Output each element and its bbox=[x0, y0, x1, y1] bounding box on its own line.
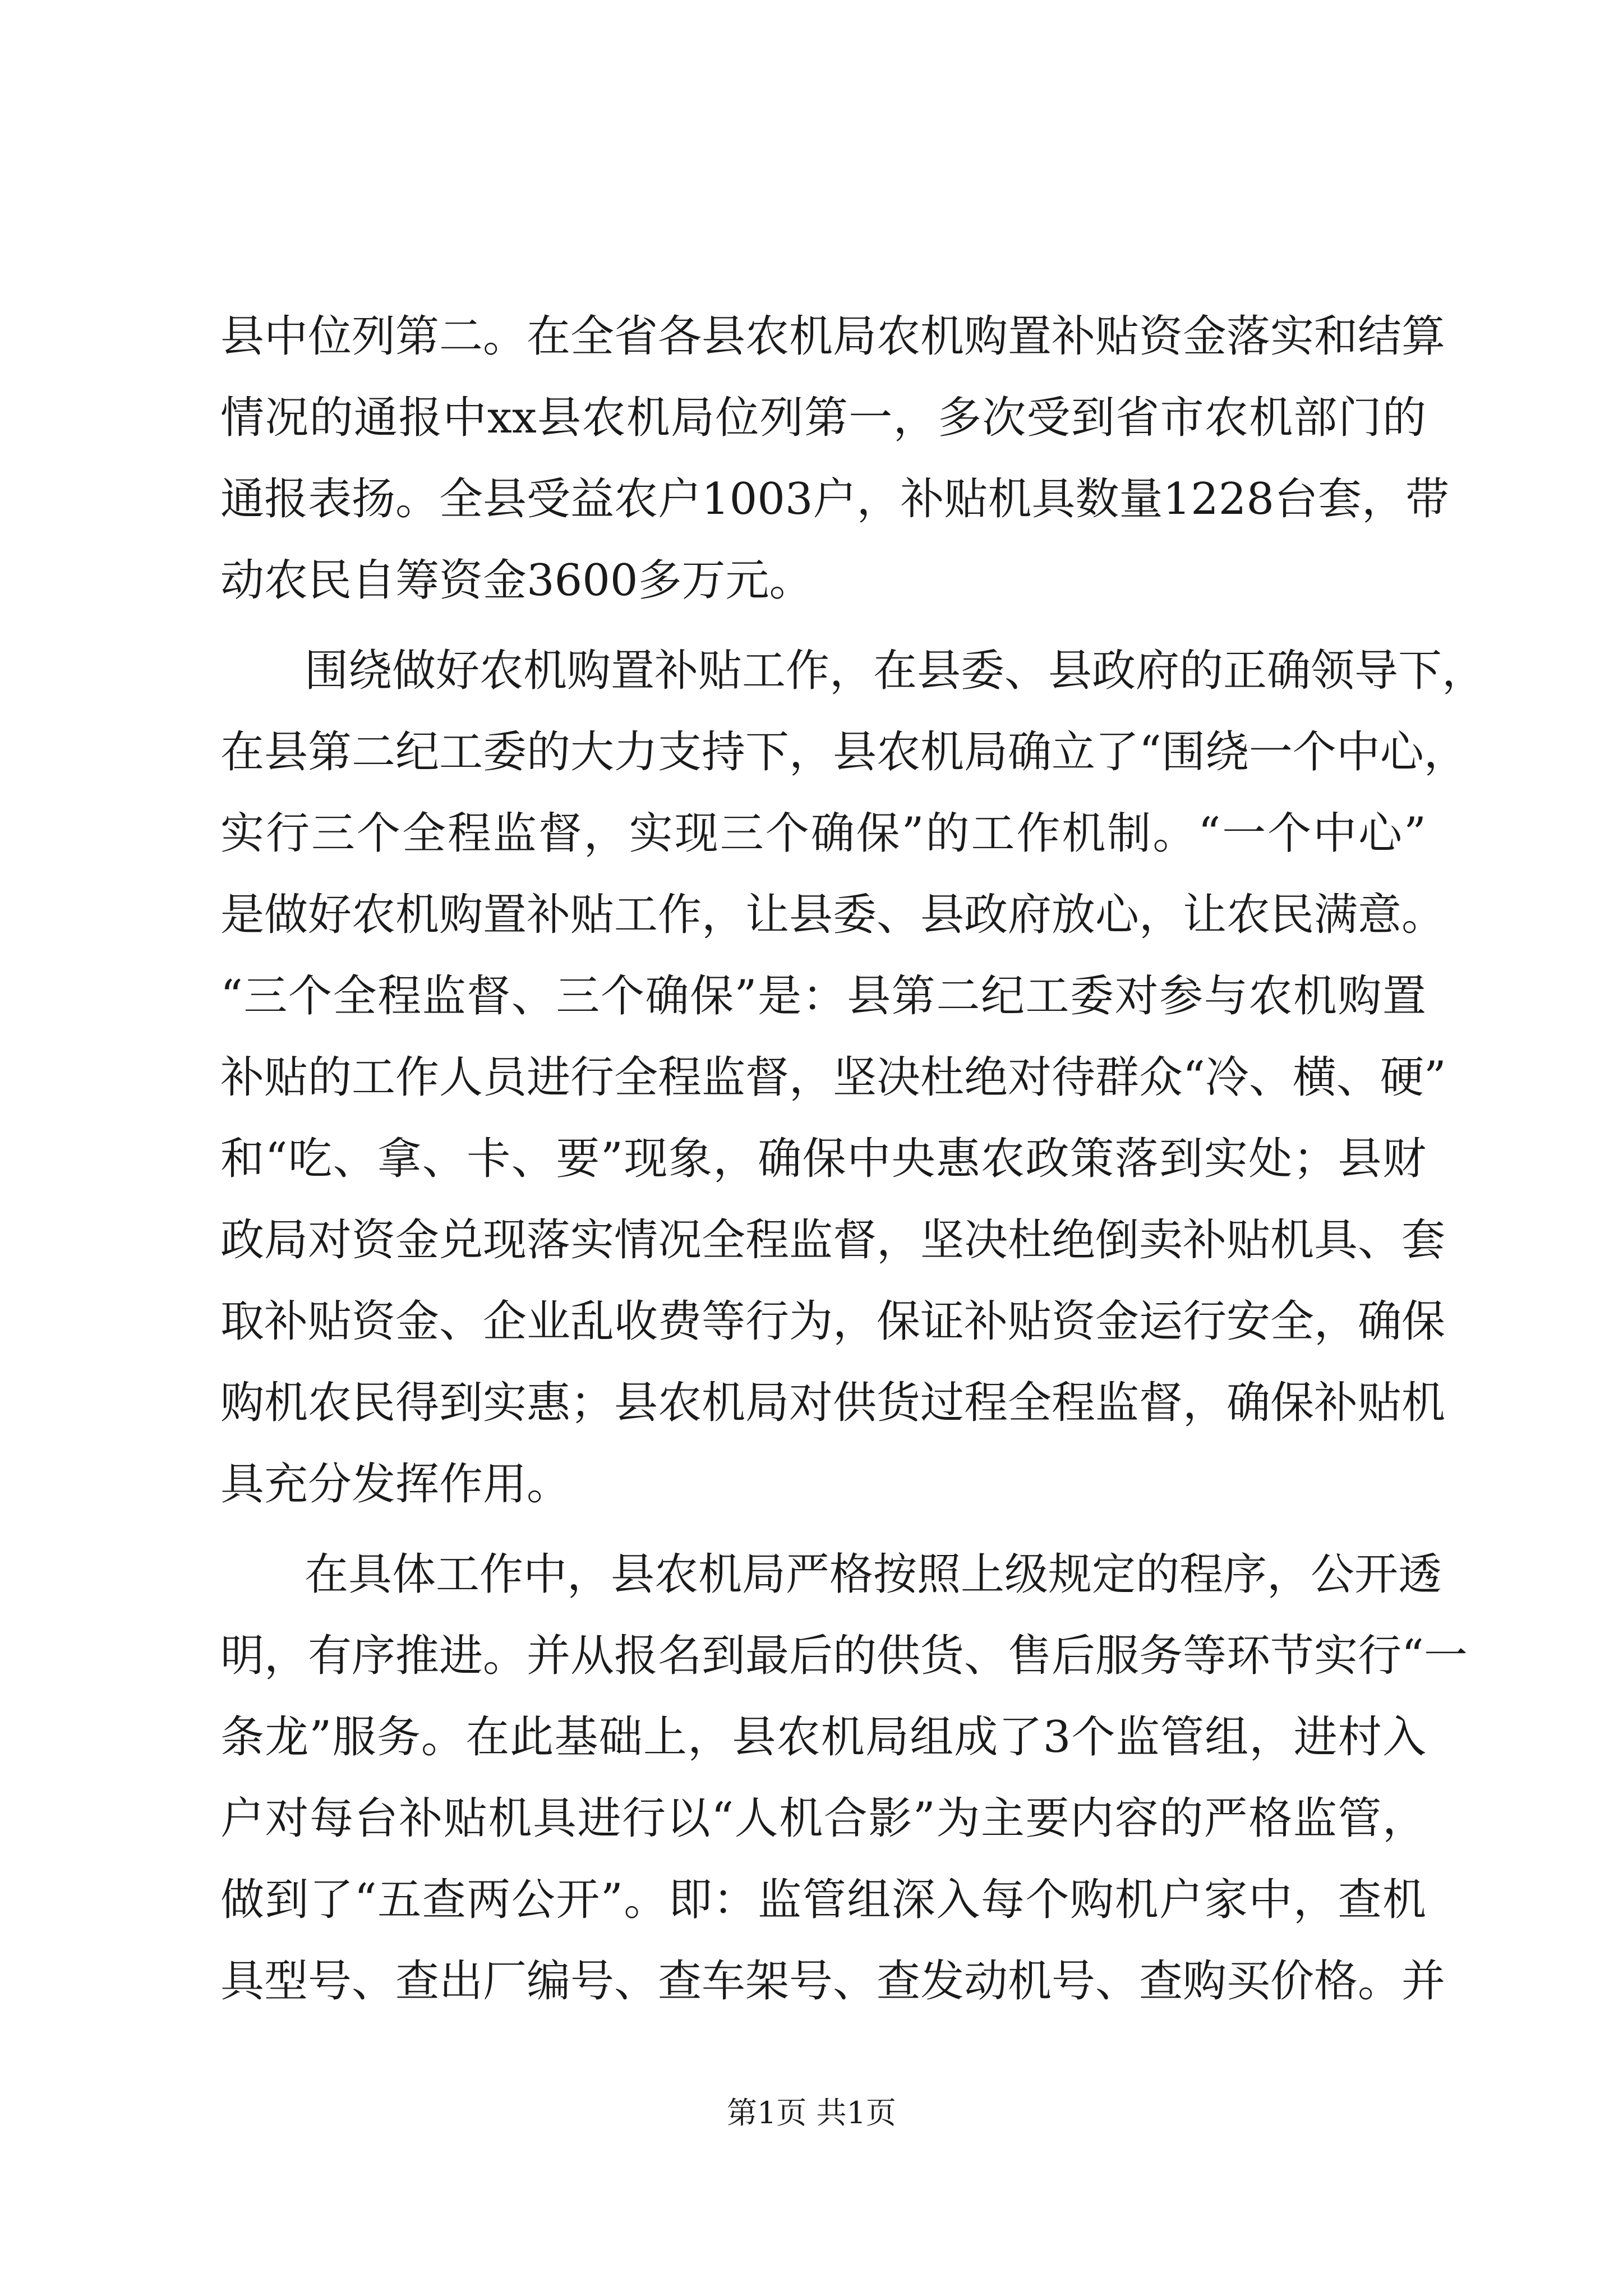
paragraph-3 bbox=[220, 1534, 1468, 2022]
page-number-label: 第1页 共1页 bbox=[727, 2095, 896, 2131]
text-line: 在县第二纪工委的大力支持下，县农机局确立了“围绕一个中心， bbox=[220, 727, 1468, 777]
text-line: “三个全程监督、三个确保”是：县第二纪工委对参与农机购置 bbox=[220, 971, 1426, 1022]
text-line: 和“吃、拿、卡、要”现象，确保中央惠农政策落到实处；县财 bbox=[220, 1134, 1426, 1184]
text-line: 政局对资金兑现落实情况全程监督，坚决杜绝倒卖补贴机具、套 bbox=[220, 1215, 1446, 1266]
page-footer bbox=[0, 2091, 1623, 2136]
text-line: 条龙”服务。在此基础上，县农机局组成了3个监管组，进村入 bbox=[220, 1712, 1426, 1763]
paragraph-1 bbox=[220, 296, 1450, 622]
text-line: 实行三个全程监督，实现三个确保”的工作机制。“一个中心” bbox=[220, 808, 1426, 859]
text-line: 通报表扬。全县受益农户1003户，补贴机具数量1228台套，带 bbox=[220, 474, 1450, 524]
text-line: 情况的通报中xx县农机局位列第一，多次受到省市农机部门的 bbox=[220, 393, 1426, 443]
text-line: 补贴的工作人员进行全程监督，坚决杜绝对待群众“冷、横、硬” bbox=[220, 1052, 1446, 1103]
document-body bbox=[220, 296, 1486, 2022]
text-line: 是做好农机购置补贴工作，让县委、县政府放心，让农民满意。 bbox=[220, 890, 1446, 940]
text-line: 取补贴资金、企业乱收费等行为，保证补贴资金运行安全，确保 bbox=[220, 1296, 1446, 1347]
text-line: 具充分发挥作用。 bbox=[220, 1459, 571, 1510]
text-line: 具型号、查出厂编号、查车架号、查发动机号、查购买价格。并 bbox=[220, 1956, 1446, 2007]
text-line: 购机农民得到实惠；县农机局对供货过程全程监督，确保补贴机 bbox=[220, 1378, 1446, 1428]
paragraph-2 bbox=[220, 631, 1486, 1525]
text-line: 县中位列第二。在全省各县农机局农机购置补贴资金落实和结算 bbox=[220, 311, 1446, 362]
text-line: 户对每台补贴机具进行以“人机合影”为主要内容的严格监管， bbox=[220, 1793, 1426, 1844]
text-line: 明，有序推进。并从报名到最后的供货、售后服务等环节实行“一 bbox=[220, 1631, 1468, 1681]
text-line: 做到了“五查两公开”。即：监管组深入每个购机户家中，查机 bbox=[220, 1875, 1426, 1925]
text-line: 围绕做好农机购置补贴工作，在县委、县政府的正确领导下， bbox=[305, 646, 1486, 696]
text-line: 在具体工作中，县农机局严格按照上级规定的程序，公开透 bbox=[305, 1549, 1442, 1600]
text-line: 动农民自筹资金3600多万元。 bbox=[220, 555, 813, 606]
